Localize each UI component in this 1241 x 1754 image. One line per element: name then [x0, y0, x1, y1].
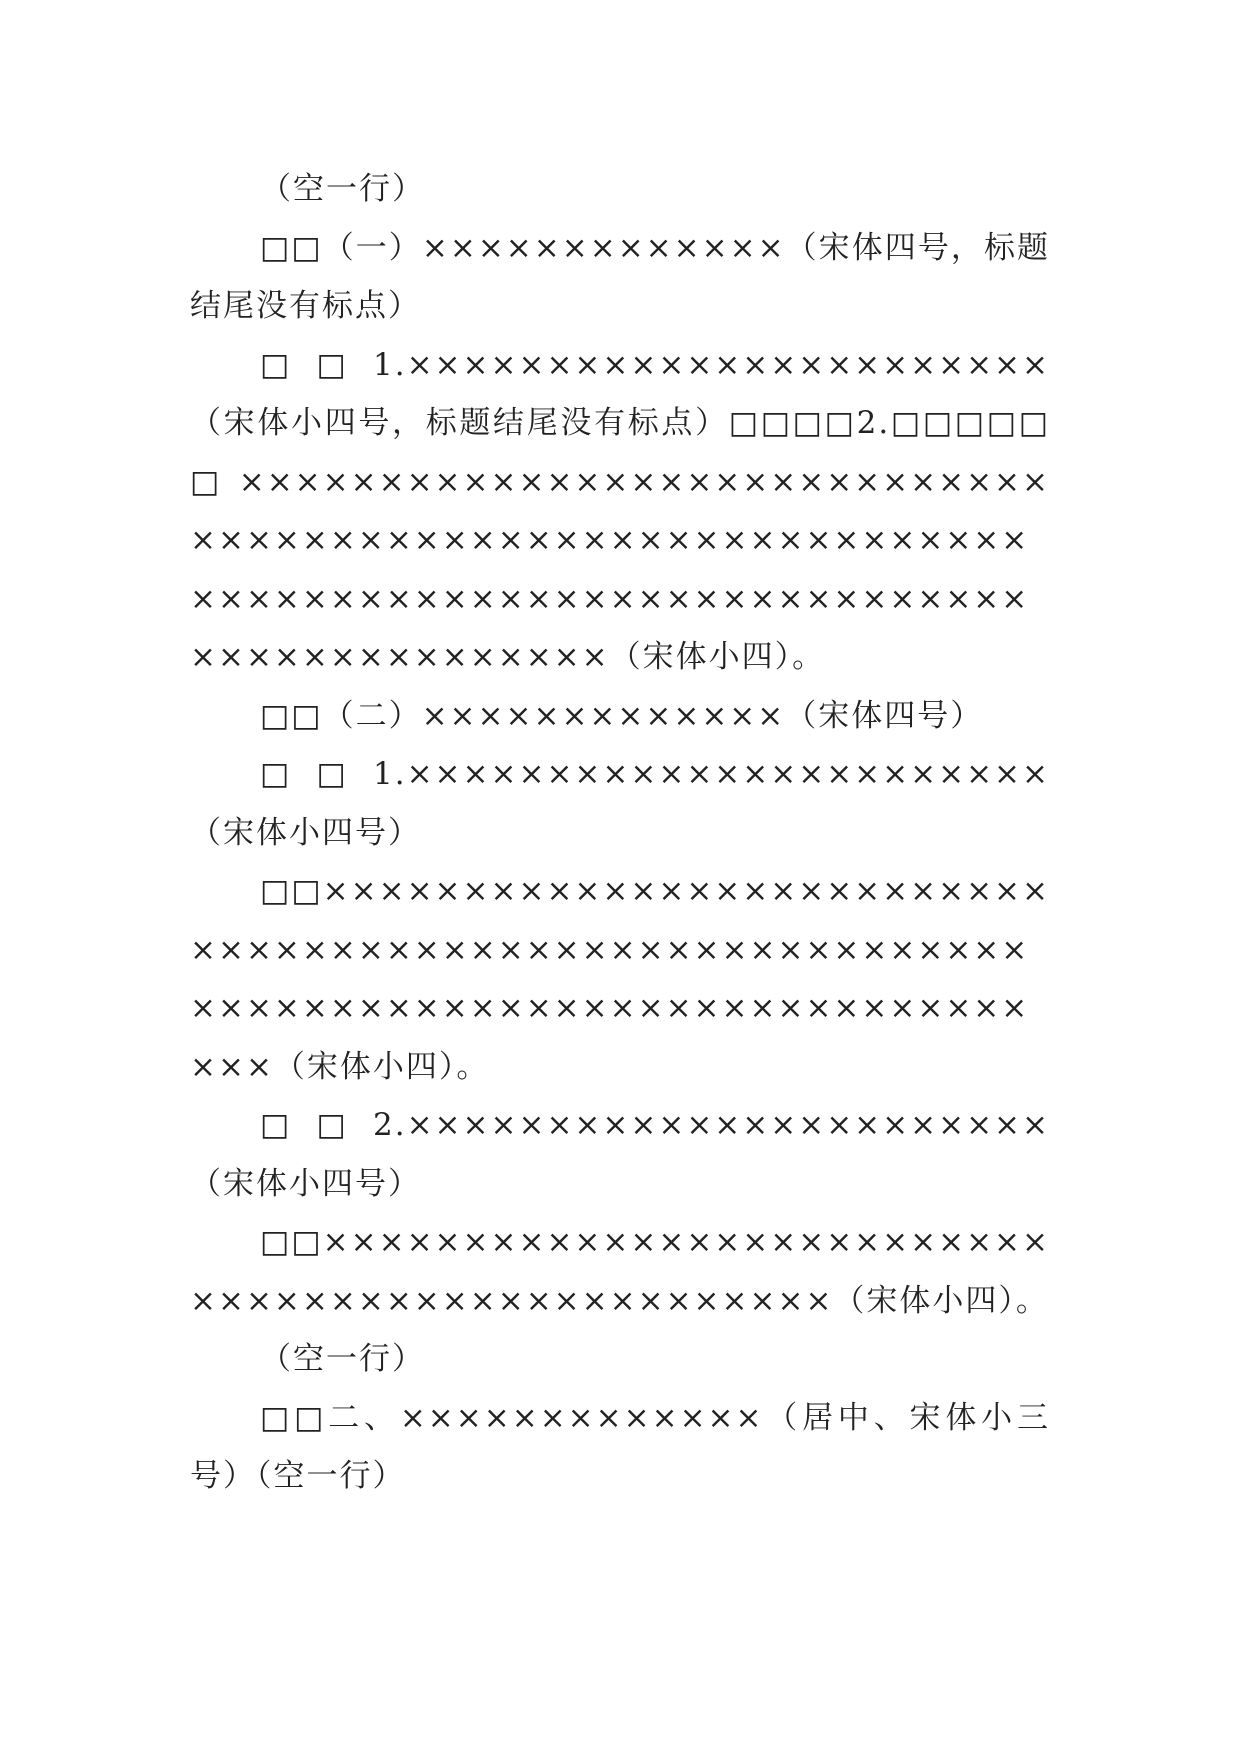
section-heading-1: □□（一）×××××××××××××（宋体四号，标题结尾没有标点） [190, 229, 1050, 324]
blank-line-marker: （空一行） [260, 1341, 425, 1377]
blank-line-marker: （空一行） [260, 171, 425, 207]
body-paragraph-2-1: □□×××××××××××××××××××××××××××××××××××××××××××××××××××××××××××××××××××××××××××××××××××××××××（宋体小四）。 [190, 873, 1050, 1085]
subsection-heading-1-1: □□1.×××××××××××××××××××××××（宋体小四号，标题结尾没有标点）□□□□2.□□□□□□××××××××××××××××××××××××××××××××××××××××××××××××××××××××××××××××××××××××××××××××××××××××××××××××××××××××（宋体小四）。 [190, 346, 1050, 675]
body-paragraph-2-2: □□×××××××××××××××××××××××××××××××××××××××××××××××××（宋体小四）。 [190, 1224, 1050, 1319]
chapter-heading-2: □□二、×××××××××××××（居中、宋体小三号）（空一行） [190, 1399, 1050, 1494]
section-heading-2: □□（二）×××××××××××××（宋体四号） [260, 697, 984, 734]
subsection-heading-2-1: □□1.×××××××××××××××××××××××（宋体小四号） [190, 756, 1050, 851]
subsection-heading-2-2: □□2.×××××××××××××××××××××××（宋体小四号） [190, 1107, 1050, 1202]
document-body [190, 160, 1050, 1506]
